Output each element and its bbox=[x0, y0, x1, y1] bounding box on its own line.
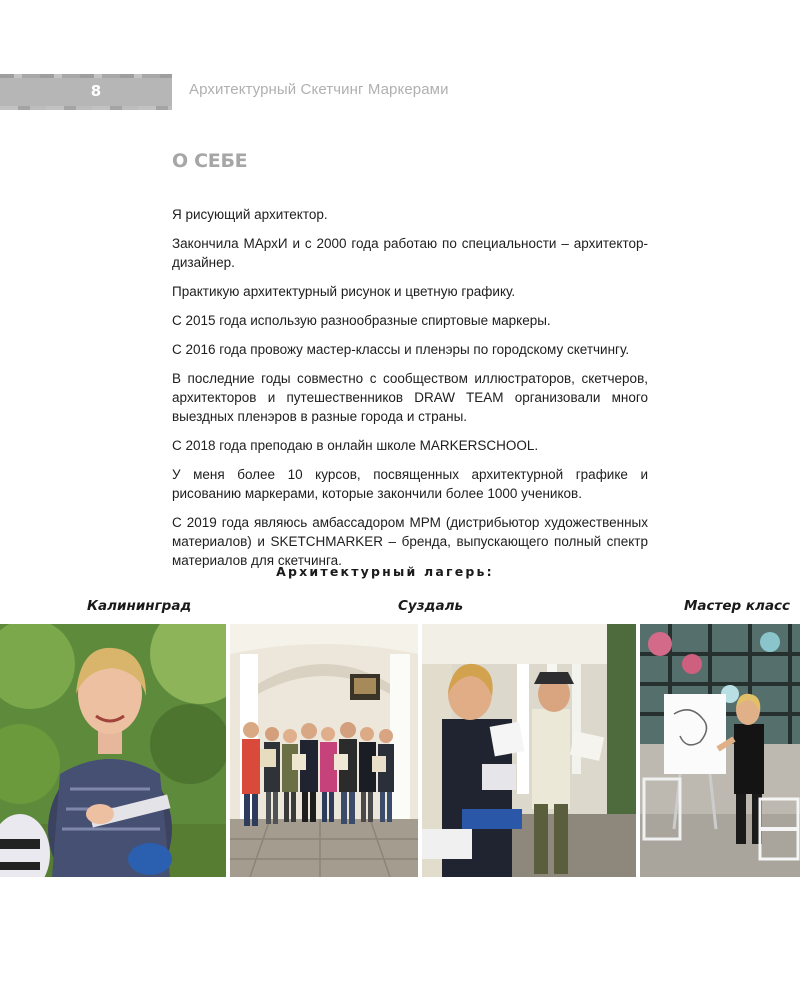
paragraph-markerschool: С 2018 года преподаю в онлайн школе MARKERSCHOOL. bbox=[172, 438, 539, 453]
photo-suzdal-sketching bbox=[422, 624, 636, 877]
paragraph-ambassador: С 2019 года являюсь амбассадором МРМ (дистрибьютор художественных материалов) и SKETCHMARKER – бренда, выпускающего полный спектр материалов для скетчинга. bbox=[172, 515, 648, 568]
caption-kaliningrad: Калининград bbox=[87, 598, 192, 614]
caption-suzdal: Суздаль bbox=[398, 598, 463, 614]
paragraph-education: Закончила МАрхИ и с 2000 года работаю по специальности – архитектор-дизайнер. bbox=[172, 236, 648, 270]
paragraph-markers: С 2015 года использую разнообразные спиртовые маркеры. bbox=[172, 313, 551, 328]
photo-suzdal-group bbox=[230, 624, 418, 877]
gallery-heading: Архитектурный лагерь: bbox=[276, 564, 494, 579]
paragraph-workshops: С 2016 года провожу мастер-классы и пленэры по городскому скетчингу. bbox=[172, 342, 630, 357]
section-title: О СЕБЕ bbox=[172, 150, 248, 172]
paragraph-draw-team: В последние годы совместно с сообществом иллюстраторов, скетчеров, архитекторов и путешественников DRAW TEAM организовали много выездных пленэров в разные города и страны. bbox=[172, 371, 648, 424]
paragraph-practice: Практикую архитектурный рисунок и цветную графику. bbox=[172, 284, 516, 299]
page-number: 8 bbox=[90, 82, 102, 100]
body-text bbox=[172, 205, 648, 580]
paragraph-intro: Я рисующий архитектор. bbox=[172, 207, 328, 222]
running-title: Архитектурный Скетчинг Маркерами bbox=[189, 81, 449, 98]
photo-master-class bbox=[640, 624, 800, 877]
photo-kaliningrad bbox=[0, 624, 226, 877]
paragraph-courses: У меня более 10 курсов, посвященных архитектурной графике и рисованию маркерами, которые закончили более 1000 учеников. bbox=[172, 467, 648, 501]
caption-master-class: Мастер класс bbox=[684, 598, 791, 614]
